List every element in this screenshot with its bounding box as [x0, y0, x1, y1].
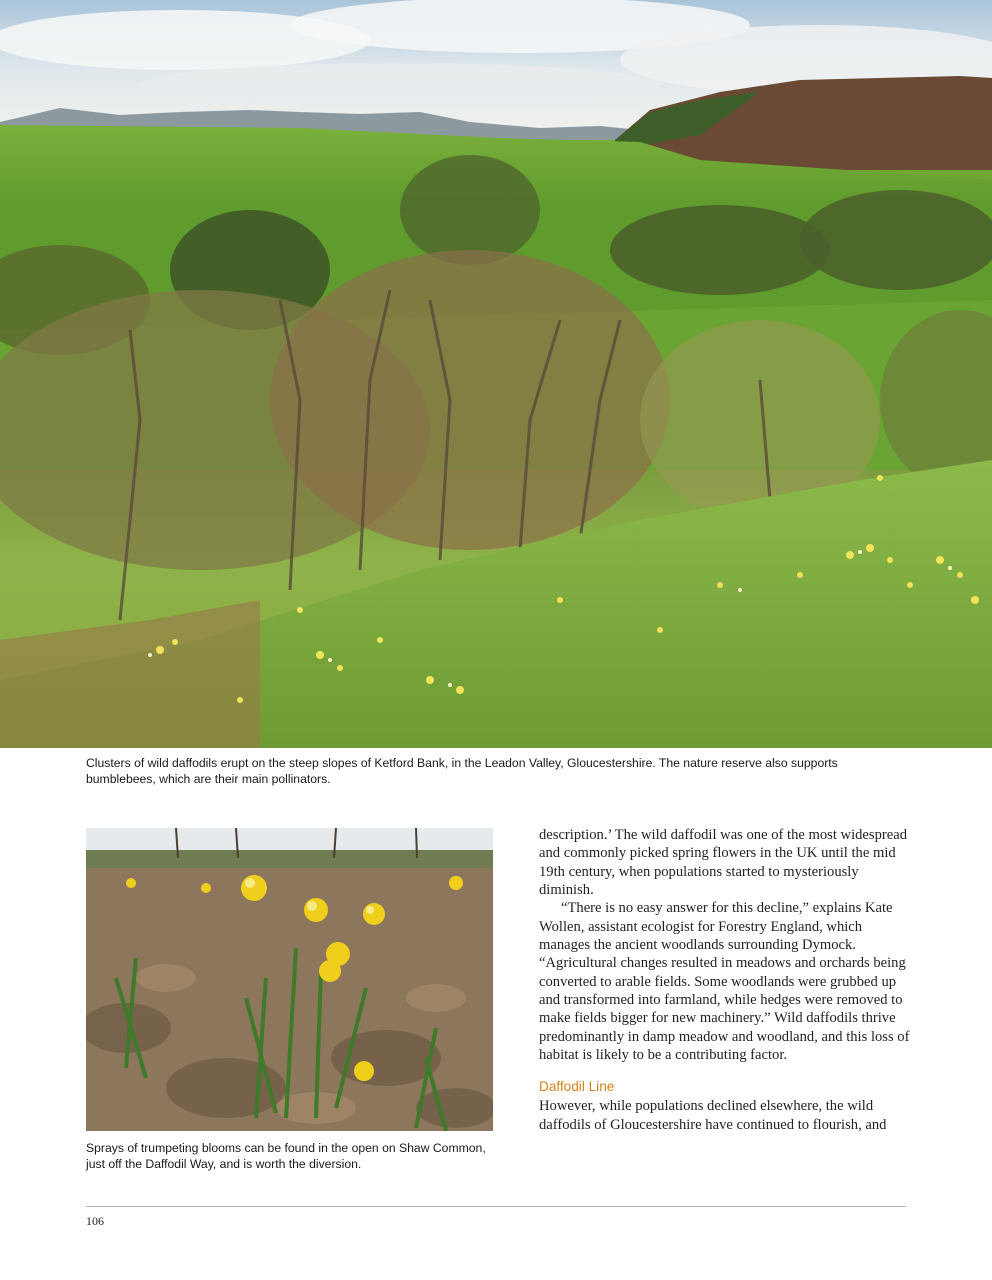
inset-photo-caption: Sprays of trumpeting blooms can be found in the open on Shaw Common, just off the Daffodil Way, and is worth the diversion. — [86, 1141, 486, 1171]
article-body — [539, 826, 911, 1134]
article-paragraph: description.’ The wild daffodil was one of the most widespread and commonly picked spring flowers in the UK until the mid 19th century, when populations started to mysteriously diminish. — [539, 827, 907, 899]
article-paragraph: “There is no easy answer for this decline,” explains Kate Wollen, assistant ecologist for Forestry England, which manages the ancient woodlands surrounding Dymock. “Agricultural changes resulted in meadows and orchards being converted to arable fields. Some woodlands were grubbed up and transformed into farmland, while hedges were removed to make fields bigger for new machinery.” Wild daffodils thrive predominantly in damp meadow and woodland, and this loss of habitat is likely to be a contributing factor. — [539, 900, 910, 1064]
hero-photo-caption: Clusters of wild daffodils erupt on the steep slopes of Ketford Bank, in the Leadon Valley, Gloucestershire. The nature reserve also supports bumblebees, which are their main pollinators. — [86, 756, 838, 786]
article-paragraph: However, while populations declined elsewhere, the wild daffodils of Gloucestershire have continued to flourish, and — [539, 1098, 887, 1133]
section-subheading: Daffodil Line — [539, 1079, 615, 1095]
footer-rule — [86, 1206, 906, 1207]
page-number: 106 — [86, 1214, 104, 1228]
daffodil-inset-photo — [86, 828, 493, 1131]
